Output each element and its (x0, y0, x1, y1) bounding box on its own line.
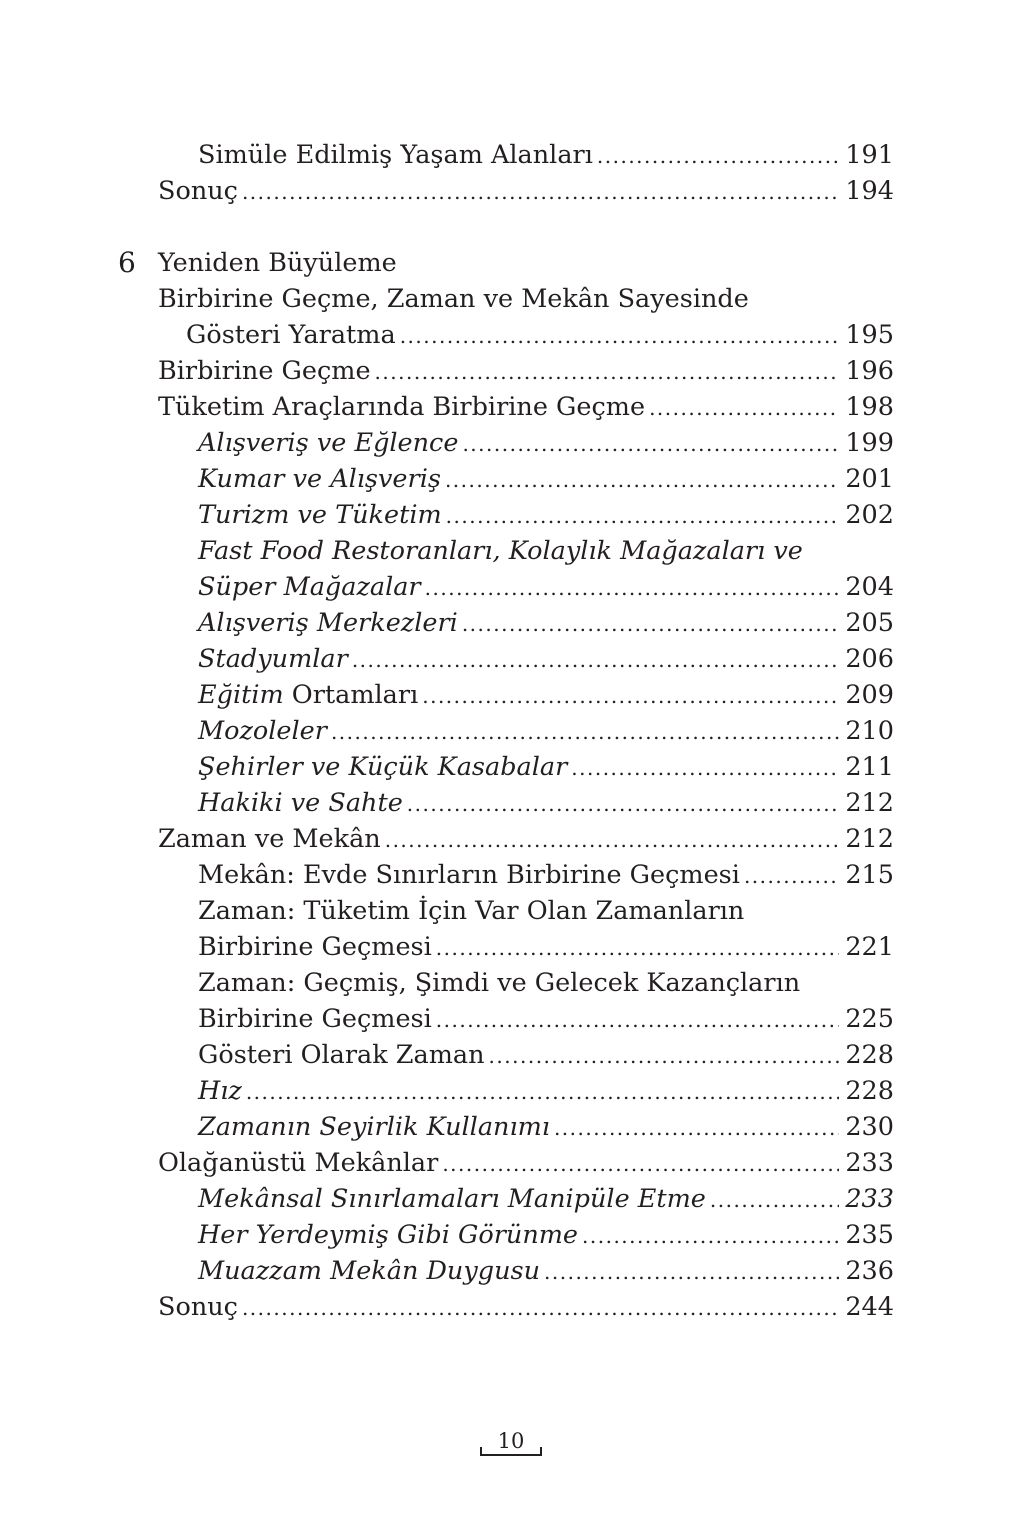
page-footer (476, 1428, 546, 1462)
leader-dots (446, 498, 840, 534)
leader-dots (331, 714, 839, 750)
leader-dots (462, 426, 839, 462)
toc-entry-page: 230 (845, 1112, 894, 1142)
toc-entry-label: Kumar ve Alışveriş (198, 464, 441, 494)
toc-entry (198, 1217, 894, 1253)
toc-entry (198, 1073, 894, 1109)
toc-entry-page: 228 (845, 1040, 894, 1070)
toc-entry-page: 201 (845, 464, 894, 494)
toc-entry (198, 1253, 894, 1289)
toc-entry-page: 199 (845, 428, 894, 458)
toc-entry-label: Zaman: Geçmiş, Şimdi ve Gelecek Kazançların (198, 968, 801, 998)
toc-entry-page: 195 (845, 320, 894, 350)
toc-entry-label-rest: Ortamları (283, 680, 419, 710)
toc-entry-label: Birbirine Geçme, Zaman ve Mekân Sayesinde (158, 284, 749, 314)
toc-entry (198, 533, 803, 569)
toc-entry-label: Mozoleler (198, 716, 327, 746)
toc-entry-page: 205 (845, 608, 894, 638)
page-number: 10 (497, 1429, 525, 1453)
toc-entry (198, 605, 894, 641)
leader-dots (246, 1074, 840, 1110)
toc-entry-label: Sonuç (158, 1292, 238, 1322)
toc-entry (198, 1109, 894, 1145)
toc-entry (198, 713, 894, 749)
toc-entry (198, 677, 894, 713)
toc-entry (158, 1289, 894, 1325)
toc-entry-label: Birbirine Geçmesi (198, 932, 432, 962)
toc-entry-page: 221 (845, 932, 894, 962)
toc-entry-label: Zaman: Tüketim İçin Var Olan Zamanların (198, 896, 745, 926)
toc-entry-page: 202 (845, 500, 894, 530)
toc-entry-label: Stadyumlar (198, 644, 348, 674)
toc-entry-label: Birbirine Geçme (158, 356, 371, 386)
toc-entry (198, 965, 800, 1001)
leader-dots (385, 822, 840, 858)
leader-dots (489, 1038, 840, 1074)
leader-dots (582, 1218, 839, 1254)
toc-entry-label-italic: Eğitim (198, 680, 284, 710)
toc-entry-label: Süper Mağazalar (198, 572, 421, 602)
toc-entry (198, 497, 894, 533)
toc-entry-label: Zamanın Seyirlik Kullanımı (198, 1112, 550, 1142)
leader-dots (544, 1254, 839, 1290)
toc-entry (198, 1181, 894, 1217)
toc-entry (158, 1145, 894, 1181)
toc-entry-page: 210 (845, 716, 894, 746)
toc-entry-page: 211 (845, 752, 894, 782)
toc-entry-page: 228 (845, 1076, 894, 1106)
toc-entry-page: 198 (845, 392, 894, 422)
toc-entry-page: 191 (845, 140, 894, 170)
leader-dots (242, 1290, 839, 1326)
chapter-number: 6 (118, 246, 136, 279)
toc-entry (198, 461, 894, 497)
leader-dots (242, 174, 839, 210)
toc-entry (198, 785, 894, 821)
toc-entry-label: Olağanüstü Mekânlar (158, 1148, 439, 1178)
toc-entry-label: Hız (198, 1076, 242, 1106)
toc-entry-label: Gösteri Yaratma (186, 320, 396, 350)
toc-entry-label: Turizm ve Tüketim (198, 500, 442, 530)
toc-entry-page: 233 (845, 1184, 894, 1214)
toc-entry-label: Mekân: Evde Sınırların Birbirine Geçmesi (198, 860, 740, 890)
chapter-title-label: Yeniden Büyüleme (158, 248, 397, 278)
toc-entry-label: Hakiki ve Sahte (198, 788, 403, 818)
leader-dots (425, 570, 840, 606)
toc-entry (198, 1037, 894, 1073)
toc-entry (198, 857, 894, 893)
toc-entry-page: 204 (845, 572, 894, 602)
toc-entry-page: 212 (845, 824, 894, 854)
toc-entry-label: Simüle Edilmiş Yaşam Alanları (198, 140, 593, 170)
toc-entry (198, 749, 894, 785)
toc-entry (198, 569, 894, 605)
chapter-title (158, 245, 397, 281)
toc-entry-page: 209 (845, 680, 894, 710)
toc-entry-label: Sonuç (158, 176, 238, 206)
leader-dots (744, 858, 839, 894)
leader-dots (462, 606, 840, 642)
toc-entry (158, 173, 894, 209)
toc-entry-page: 196 (845, 356, 894, 386)
toc-entry-label: Her Yerdeymiş Gibi Görünme (198, 1220, 579, 1250)
toc-entry-page: 215 (845, 860, 894, 890)
toc-entry-label: Gösteri Olarak Zaman (198, 1040, 485, 1070)
toc-entry (158, 821, 894, 857)
toc-entry (198, 929, 894, 965)
toc-entry-page: 194 (845, 176, 894, 206)
leader-dots (597, 138, 839, 174)
leader-dots (436, 930, 840, 966)
toc-entry (198, 425, 894, 461)
toc-entry-page: 206 (845, 644, 894, 674)
toc-entry-label: Şehirler ve Küçük Kasabalar (198, 752, 568, 782)
toc-entry-page: 244 (845, 1292, 894, 1322)
toc-entry (198, 1001, 894, 1037)
toc-entry (158, 281, 749, 317)
toc-entry-label: Alışveriş Merkezleri (198, 608, 458, 638)
leader-dots (400, 318, 840, 354)
toc-entry (198, 137, 894, 173)
toc-entry-label: Muazzam Mekân Duygusu (198, 1256, 541, 1286)
toc-entry-page: 235 (845, 1220, 894, 1250)
toc-entry (198, 893, 744, 929)
leader-dots (649, 390, 839, 426)
toc-entry-page: 212 (845, 788, 894, 818)
leader-dots (407, 786, 840, 822)
leader-dots (422, 678, 839, 714)
leader-dots (436, 1002, 840, 1038)
leader-dots (352, 642, 840, 678)
toc-entry-label (198, 677, 418, 713)
toc-entry-page: 233 (845, 1148, 894, 1178)
toc-entry (198, 641, 894, 677)
page-number-bracket (480, 1454, 542, 1456)
leader-dots (375, 354, 840, 390)
toc-entry-label: Mekânsal Sınırlamaları Manipüle Etme (198, 1184, 706, 1214)
toc-entry (158, 353, 894, 389)
leader-dots (445, 462, 839, 498)
leader-dots (554, 1110, 839, 1146)
leader-dots (571, 750, 839, 786)
toc-entry-page: 225 (845, 1004, 894, 1034)
toc-entry-label: Fast Food Restoranları, Kolaylık Mağazaları ve (198, 536, 803, 566)
toc-entry-label: Zaman ve Mekân (158, 824, 381, 854)
leader-dots (710, 1182, 839, 1218)
leader-dots (442, 1146, 839, 1182)
toc-entry (186, 317, 894, 353)
toc-entry-label: Birbirine Geçmesi (198, 1004, 432, 1034)
toc-entry-page: 236 (845, 1256, 894, 1286)
toc-entry-label: Tüketim Araçlarında Birbirine Geçme (158, 392, 646, 422)
toc-entry-label: Alışveriş ve Eğlence (198, 428, 459, 458)
toc-entry (158, 389, 894, 425)
